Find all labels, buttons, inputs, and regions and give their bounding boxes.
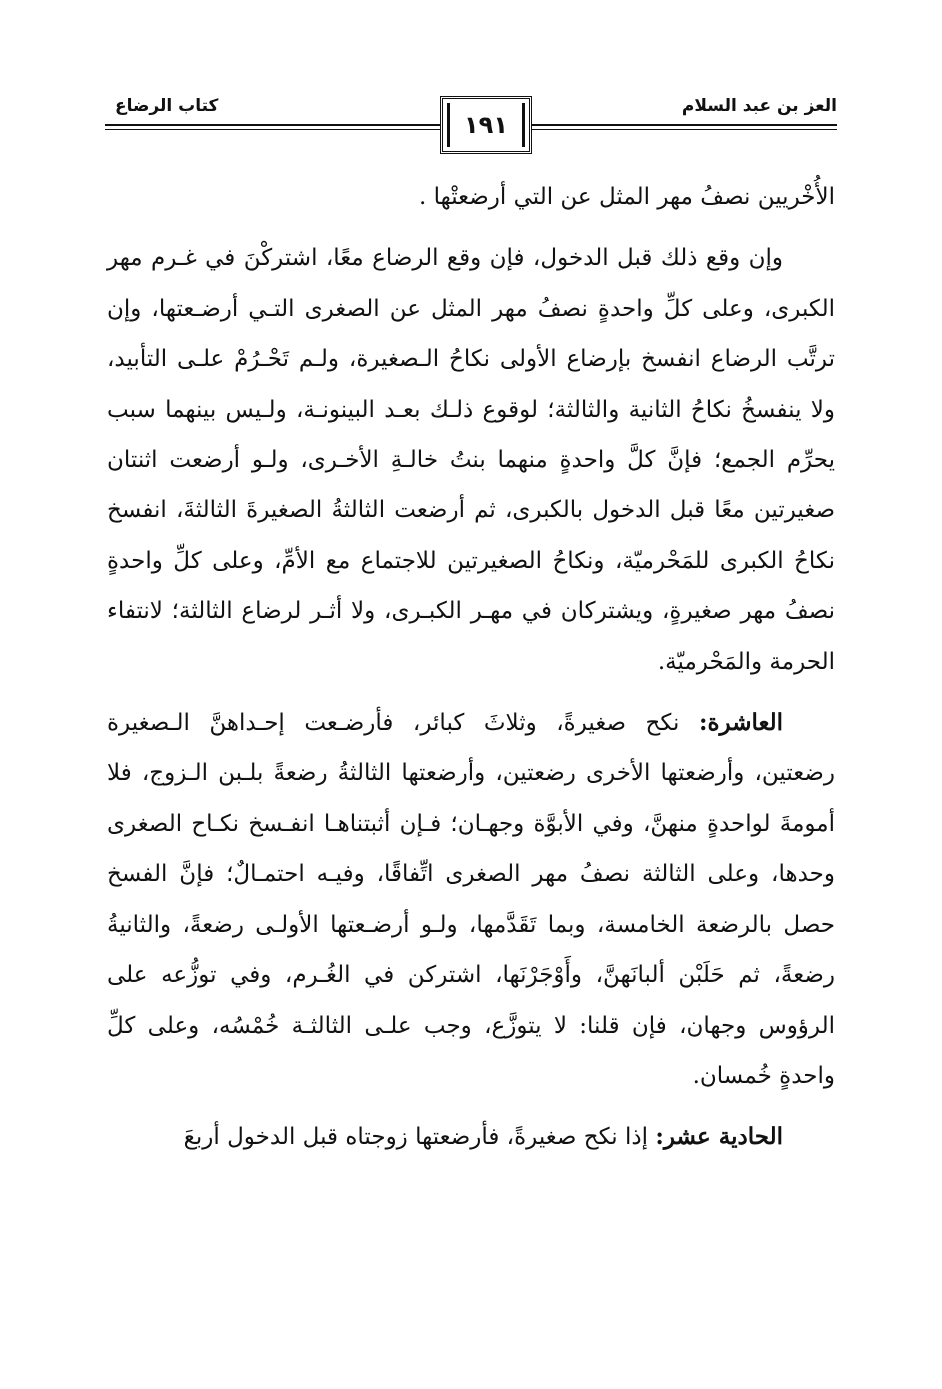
chapter-header: كتاب الرضاع	[115, 96, 219, 116]
page-header	[105, 82, 837, 162]
author-header: العز بن عبد السلام	[681, 96, 837, 116]
section-lead: الحادية عشر:	[655, 1123, 783, 1151]
paragraph-text: الأُخْريين نصفُ مهر المثل عن التي أرضعتْها .	[419, 184, 835, 210]
paragraph	[107, 1112, 835, 1162]
paragraph	[107, 698, 835, 1101]
paragraph-text: نكح صغيرةً، وثلاثَ كبائر، فأرضـعت إحـداهنَّ الـصغيرة رضعتين، وأرضعتها الأخرى رضعتين، وأرضعتها الثالثةُ رضعةً بلـبن الـزوج، فلا أمومةَ لواحدةٍ منهنَّ، وفي الأبوَّة وجهـان؛ فـإن أثبتناهـا انفـسخ نكـاح الصغرى وحدها، وعلى الثالثة نصفُ مهر الصغرى اتِّفاقًا، وفيـه احتمـالٌ؛ فإنَّ الفسخ حصل بالرضعة الخامسة، وبما تَقَدَّمها، ولـو أرضـعتها الأولـى رضعةً، والثانيةُ رضعةً، ثم حَلَبْن ألبانَهنَّ، وأَوْجَرْنَها، اشتركن في الغُـرم، وفي توزُّعه على الرؤوس وجهان، فإن قلنا: لا يتوزَّع، وجب علـى الثالثـة خُمْسُه، وعلى كلِّ واحدةٍ خُمسان.	[107, 710, 835, 1089]
section-lead: العاشرة:	[698, 709, 783, 737]
page-body	[107, 172, 835, 1174]
paragraph	[107, 233, 835, 687]
page-number: ١٩١	[464, 111, 508, 139]
paragraph-text: إذا نكح صغيرةً، فأرضعتها زوجتاه قبل الدخول أربعَ	[183, 1124, 656, 1151]
paragraph-text: وإن وقع ذلك قبل الدخول، فإن وقع الرضاع معًا، اشتركْنَ في غـرم مهر الكبرى، وعلى كلِّ واحدةٍ نصفُ مهر المثل عن الصغرى التـي أرضـعتها، وإن ترتَّب الرضاع انفسخ بإرضاع الأولى نكاحُ الـصغيرة، ولـم تَحْـرُمْ علـى التأبيد، ولا ينفسخُ نكاحُ الثانية والثالثة؛ لوقوع ذلـك بعـد البينونـة، ولـيس بينهما سبب يحرِّم الجمع؛ فإنَّ كلَّ واحدةٍ منهما بنتُ خالـةِ الأخـرى، ولـو أرضعت اثنتان صغيرتين معًا قبل الدخول بالكبرى، ثم أرضعت الثالثةُ الصغيرةَ الثالثةَ، انفسخ نكاحُ الكبرى للمَحْرميّة، ونكاحُ الصغيرتين للاجتماع مع الأمِّ، وعلى كلِّ واحدةٍ نصفُ مهر صغيرةٍ، ويشتركان في مهـر الكبـرى، ولا أثـر لرضاع الثالثة؛ لانتفاء الحرمة والمَحْرميّة.	[107, 245, 835, 675]
page-number-frame	[440, 96, 532, 154]
paragraph	[107, 172, 835, 222]
